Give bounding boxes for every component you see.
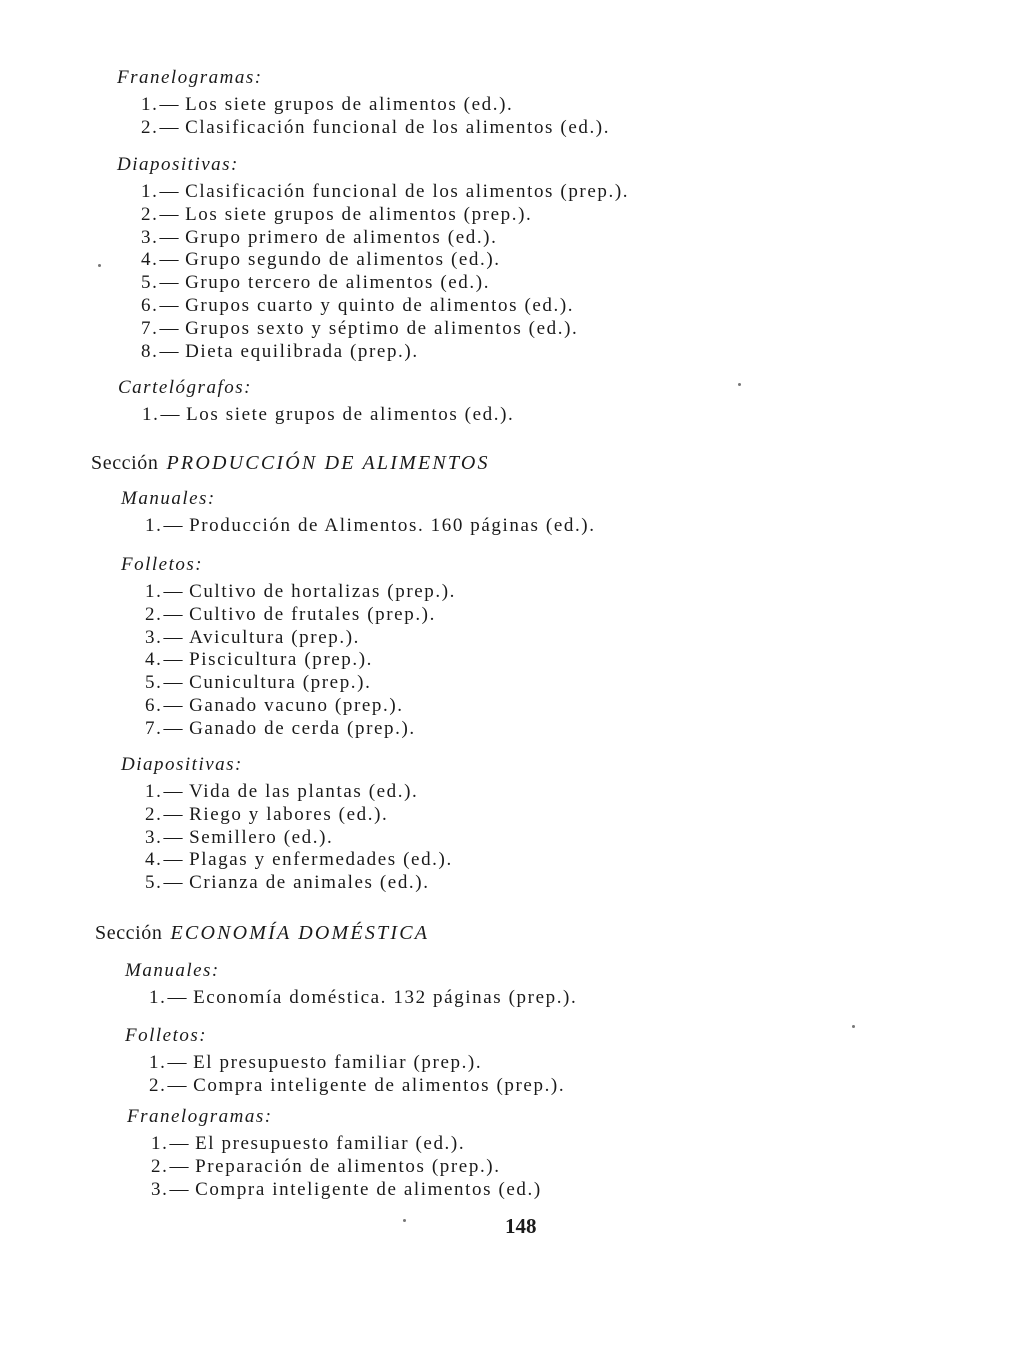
item-number: 4. <box>145 649 163 671</box>
item-text: Plagas y enfermedades (ed.). <box>189 849 453 871</box>
item-dash: — <box>159 116 181 138</box>
diapositivas-group <box>117 153 629 363</box>
diapositivas-group <box>121 753 453 895</box>
item-number: 5. <box>145 672 163 694</box>
item-text: Cultivo de hortalizas (prep.). <box>189 581 457 602</box>
item-text: Dieta equilibrada (prep.). <box>185 340 419 362</box>
list-item <box>141 249 629 272</box>
list-item <box>145 827 453 850</box>
item-number: 4. <box>145 849 163 871</box>
section-prefix: Sección <box>91 452 159 474</box>
item-number: 1. <box>141 94 159 115</box>
item-number: 1. <box>141 181 159 202</box>
item-dash: — <box>163 803 185 825</box>
item-number: 5. <box>141 272 159 294</box>
item-dash: — <box>163 849 185 871</box>
item-text: Grupos cuarto y quinto de alimentos (ed.). <box>185 294 575 316</box>
item-dash: — <box>160 404 182 425</box>
list-item <box>145 604 456 627</box>
item-dash: — <box>169 1178 191 1200</box>
item-text: Grupo tercero de alimentos (ed.). <box>185 272 491 294</box>
list-item <box>145 627 456 650</box>
item-text: Vida de las plantas (ed.). <box>189 781 419 802</box>
item-dash: — <box>159 272 181 294</box>
item-text: Clasificación funcional de los alimentos (prep.). <box>185 181 630 202</box>
item-text: Ganado vacuno (prep.). <box>189 694 404 716</box>
item-text: Avicultura (prep.). <box>189 626 360 648</box>
cartelografos-group <box>118 376 514 427</box>
item-number: 5. <box>145 872 163 894</box>
section-name: ECONOMÍA DOMÉSTICA <box>170 922 430 944</box>
item-number: 1. <box>149 1052 167 1073</box>
item-number: 1. <box>145 781 163 802</box>
item-number: 3. <box>145 826 163 848</box>
list-item <box>145 872 453 895</box>
item-dash: — <box>167 1052 189 1073</box>
item-dash: — <box>159 181 181 202</box>
scan-speck <box>403 1219 406 1222</box>
item-text: Grupos sexto y séptimo de alimentos (ed.). <box>185 317 579 339</box>
group-heading: Manuales: <box>125 960 220 981</box>
item-dash: — <box>163 694 185 716</box>
franelogramas-group <box>127 1105 542 1201</box>
list-item <box>145 672 456 695</box>
list-item <box>151 1156 542 1179</box>
item-number: 3. <box>145 626 163 648</box>
item-text: Cunicultura (prep.). <box>189 672 372 694</box>
list-item <box>141 181 629 204</box>
item-number: 1. <box>142 404 160 425</box>
list-item <box>145 804 453 827</box>
section-heading-produccion <box>91 452 490 475</box>
item-text: Ganado de cerda (prep.). <box>189 717 416 739</box>
group-heading: Diapositivas: <box>121 754 243 775</box>
item-number: 1. <box>151 1133 169 1154</box>
list-item <box>141 94 610 117</box>
item-dash: — <box>169 1133 191 1154</box>
item-dash: — <box>159 340 181 362</box>
item-dash: — <box>167 987 189 1008</box>
item-number: 3. <box>151 1178 169 1200</box>
item-text: El presupuesto familiar (prep.). <box>193 1052 483 1073</box>
item-number: 1. <box>145 515 163 536</box>
list-item <box>141 341 629 364</box>
item-text: El presupuesto familiar (ed.). <box>195 1133 466 1154</box>
section-name: PRODUCCIÓN DE ALIMENTOS <box>166 452 490 474</box>
item-dash: — <box>163 649 185 671</box>
group-heading: Cartelógrafos: <box>118 377 252 398</box>
list-item <box>151 1133 542 1156</box>
item-number: 1. <box>145 581 163 602</box>
item-dash: — <box>163 626 185 648</box>
item-text: Piscicultura (prep.). <box>189 649 374 671</box>
item-text: Crianza de animales (ed.). <box>189 872 430 894</box>
item-dash: — <box>159 294 181 316</box>
item-text: Cultivo de frutales (prep.). <box>189 603 436 625</box>
item-dash: — <box>163 603 185 625</box>
list-item <box>151 1179 542 1202</box>
item-text: Producción de Alimentos. 160 páginas (ed.). <box>189 515 596 536</box>
item-number: 8. <box>141 340 159 362</box>
list-item <box>141 272 629 295</box>
list-item <box>145 849 453 872</box>
item-text: Grupo primero de alimentos (ed.). <box>185 226 498 248</box>
item-number: 7. <box>141 317 159 339</box>
section-heading-economia <box>95 922 429 945</box>
item-text: Los siete grupos de alimentos (ed.). <box>186 404 515 425</box>
item-dash: — <box>163 515 185 536</box>
list-item <box>149 1075 565 1098</box>
item-number: 1. <box>149 987 167 1008</box>
page-number: 148 <box>505 1214 537 1238</box>
item-text: Los siete grupos de alimentos (ed.). <box>185 94 514 115</box>
franelogramas-group <box>117 66 610 140</box>
item-text: Clasificación funcional de los alimentos (ed.). <box>185 116 611 138</box>
item-text: Riego y labores (ed.). <box>189 803 389 825</box>
item-number: 7. <box>145 717 163 739</box>
list-item <box>141 227 629 250</box>
item-number: 6. <box>145 694 163 716</box>
folletos-group <box>121 553 456 741</box>
section-prefix: Sección <box>95 922 163 944</box>
item-text: Semillero (ed.). <box>189 826 334 848</box>
item-number: 6. <box>141 294 159 316</box>
list-item <box>142 404 514 427</box>
list-item <box>145 515 596 538</box>
list-item <box>141 295 629 318</box>
item-text: Los siete grupos de alimentos (prep.). <box>185 203 533 225</box>
list-item <box>141 117 610 140</box>
scan-speck <box>852 1025 855 1028</box>
item-number: 3. <box>141 226 159 248</box>
item-text: Grupo segundo de alimentos (ed.). <box>185 249 501 271</box>
item-dash: — <box>163 717 185 739</box>
list-item <box>145 695 456 718</box>
scan-speck <box>738 383 741 386</box>
item-number: 2. <box>145 803 163 825</box>
item-dash: — <box>159 317 181 339</box>
list-item <box>141 318 629 341</box>
scan-speck <box>98 264 101 267</box>
item-text: Compra inteligente de alimentos (ed.) <box>195 1178 542 1200</box>
item-dash: — <box>159 249 181 271</box>
item-dash: — <box>159 94 181 115</box>
list-item <box>145 581 456 604</box>
item-number: 2. <box>141 203 159 225</box>
item-dash: — <box>163 581 185 602</box>
item-text: Economía doméstica. 132 páginas (prep.). <box>193 987 578 1008</box>
group-heading: Folletos: <box>125 1025 208 1046</box>
item-dash: — <box>169 1155 191 1177</box>
group-heading: Manuales: <box>121 488 216 509</box>
list-item <box>149 987 577 1010</box>
item-dash: — <box>163 672 185 694</box>
item-number: 4. <box>141 249 159 271</box>
group-heading: Diapositivas: <box>117 154 239 175</box>
folletos-group <box>125 1024 565 1098</box>
item-dash: — <box>163 826 185 848</box>
item-number: 2. <box>141 116 159 138</box>
list-item <box>145 781 453 804</box>
item-dash: — <box>163 872 185 894</box>
group-heading: Folletos: <box>121 554 204 575</box>
list-item <box>149 1052 565 1075</box>
item-dash: — <box>159 226 181 248</box>
item-dash: — <box>163 781 185 802</box>
list-item <box>145 718 456 741</box>
item-dash: — <box>167 1074 189 1096</box>
manuales-group <box>125 959 577 1010</box>
item-number: 2. <box>149 1074 167 1096</box>
item-number: 2. <box>145 603 163 625</box>
list-item <box>145 649 456 672</box>
list-item <box>141 204 629 227</box>
manuales-group <box>121 487 596 538</box>
item-number: 2. <box>151 1155 169 1177</box>
item-text: Compra inteligente de alimentos (prep.). <box>193 1074 566 1096</box>
group-heading: Franelogramas: <box>127 1106 273 1127</box>
item-text: Preparación de alimentos (prep.). <box>195 1155 501 1177</box>
group-heading: Franelogramas: <box>117 67 263 88</box>
item-dash: — <box>159 203 181 225</box>
